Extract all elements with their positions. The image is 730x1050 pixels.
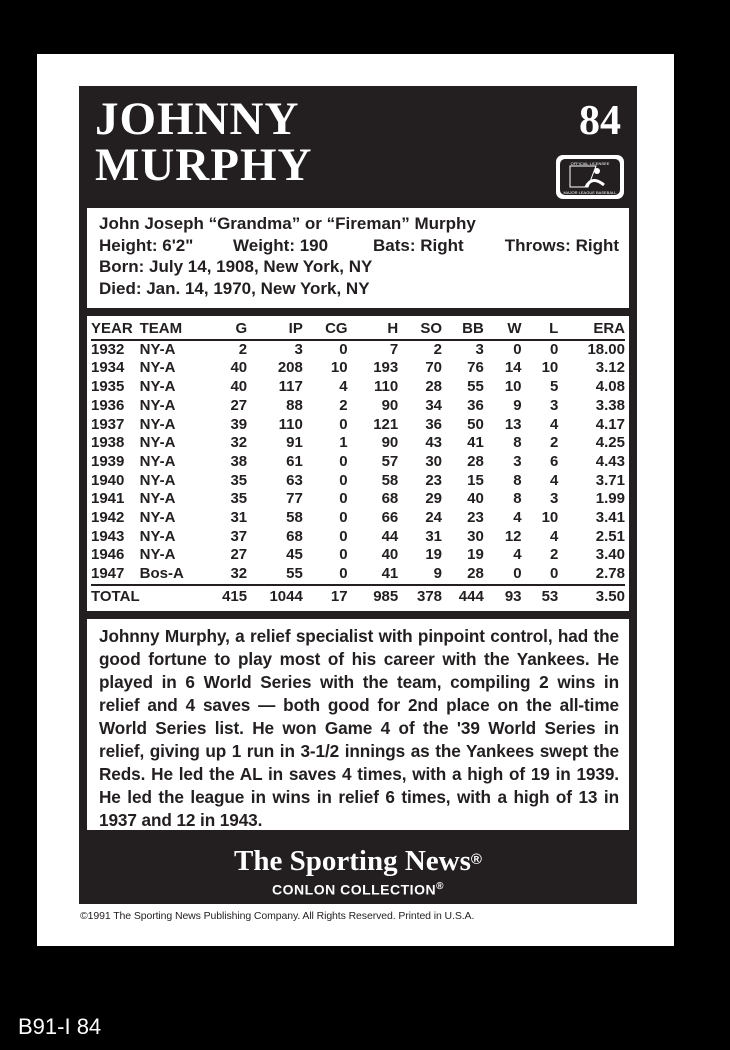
stats-row <box>91 472 625 491</box>
stats-cell: 40 <box>230 359 248 377</box>
stats-cell: 38 <box>230 452 248 470</box>
stats-panel <box>87 316 629 611</box>
weight: Weight: 190 <box>233 235 329 255</box>
stats-row <box>91 509 625 528</box>
stats-row <box>91 546 625 565</box>
stats-cell: 15 <box>467 471 484 489</box>
logo-top-text: OFFICIAL LICENSEE <box>570 161 610 166</box>
stats-cell: 3.40 <box>595 546 625 564</box>
stats-cell: 29 <box>425 490 443 508</box>
stats-col-header: H <box>387 320 399 337</box>
stats-cell: 77 <box>286 490 303 508</box>
stats-cell: 91 <box>286 434 303 452</box>
stats-cell: 2.51 <box>595 527 625 545</box>
stats-cell: 2 <box>238 340 248 358</box>
stats-cell: NY-A <box>139 340 176 358</box>
stats-total-cell: 3.50 <box>595 587 625 605</box>
stats-cell: 4.25 <box>595 434 625 452</box>
stats-cell: 1941 <box>91 490 125 508</box>
stats-total-cell: 53 <box>541 587 559 605</box>
stats-row <box>91 340 625 360</box>
stats-cell: 50 <box>467 415 484 433</box>
collection-name: CONLON COLLECTION <box>272 881 437 898</box>
stats-cell: 4 <box>513 509 522 527</box>
stats-cell: 57 <box>381 452 399 470</box>
throws: Throws: Right <box>504 235 619 255</box>
stats-cell: 35 <box>230 471 248 489</box>
stats-cell: 44 <box>381 527 399 545</box>
stats-cell: 10 <box>541 359 559 377</box>
stats-cell: 0 <box>339 471 348 489</box>
stats-cell: NY-A <box>139 527 176 545</box>
stats-cell: 2 <box>339 396 348 414</box>
stats-cell: Bos-A <box>139 565 184 583</box>
stats-cell: 0 <box>513 565 522 583</box>
stats-cell: 39 <box>230 415 248 433</box>
stats-cell: 121 <box>373 415 399 433</box>
stats-cell: 5 <box>549 378 559 396</box>
stats-cell: 18.00 <box>587 340 625 358</box>
stats-col-header: CG <box>325 320 348 337</box>
stats-total-cell: 17 <box>330 587 348 605</box>
stats-cell: 8 <box>513 434 522 452</box>
stats-cell: 40 <box>381 546 399 564</box>
stats-cell: NY-A <box>139 471 176 489</box>
stats-cell: 32 <box>230 565 248 583</box>
stats-cell: 35 <box>230 490 248 508</box>
stats-col-header: YEAR <box>91 320 133 337</box>
stats-cell: 4.17 <box>595 415 625 433</box>
stats-cell: 4 <box>549 415 559 433</box>
stats-cell: 2 <box>549 434 559 452</box>
stats-cell: 0 <box>549 565 559 583</box>
baseball-card-back <box>37 54 674 946</box>
stats-cell: 66 <box>381 509 399 527</box>
born: Born: July 14, 1908, New York, NY <box>99 257 373 276</box>
stats-cell: 9 <box>513 396 522 414</box>
stats-cell: 43 <box>425 434 443 452</box>
stats-cell: 1936 <box>91 396 125 414</box>
stats-cell: 4 <box>549 471 559 489</box>
stats-cell: 0 <box>339 415 348 433</box>
stats-row <box>91 416 625 435</box>
stats-cell: NY-A <box>139 490 176 508</box>
stats-cell: NY-A <box>139 415 176 433</box>
stats-cell: 3 <box>513 452 522 470</box>
stats-cell: 10 <box>330 359 348 377</box>
stats-cell: 1938 <box>91 434 125 452</box>
stats-cell: 8 <box>513 490 522 508</box>
full-name: John Joseph “Grandma” or “Fireman” Murphy <box>99 214 476 233</box>
stats-cell: 27 <box>230 396 248 414</box>
stats-col-header: TEAM <box>139 320 183 337</box>
stats-cell: 61 <box>286 452 303 470</box>
stats-cell: 31 <box>425 527 443 545</box>
stats-cell: 28 <box>467 565 484 583</box>
stats-cell: 110 <box>278 415 303 433</box>
stats-cell: 2.78 <box>595 565 625 583</box>
stats-cell: NY-A <box>139 378 176 396</box>
stats-cell: 1937 <box>91 415 125 433</box>
physical-row <box>99 235 629 257</box>
stats-cell: 4.43 <box>595 452 625 470</box>
copyright-line: ©1991 The Sporting News Publishing Company. All Rights Reserved. Printed in U.S.A. <box>80 910 475 922</box>
stats-col-header: IP <box>288 320 303 337</box>
stats-cell: NY-A <box>139 396 176 414</box>
stats-cell: 193 <box>373 359 399 377</box>
stats-cell: 70 <box>425 359 443 377</box>
stats-cell: 6 <box>549 452 559 470</box>
logo-bottom-text: MAJOR LEAGUE BASEBALL <box>563 190 617 195</box>
stats-cell: 68 <box>381 490 399 508</box>
stats-row <box>91 565 625 585</box>
stats-cell: 24 <box>425 509 443 527</box>
stats-cell: 40 <box>467 490 484 508</box>
stats-cell: 1934 <box>91 359 125 377</box>
stats-cell: 63 <box>286 471 303 489</box>
stats-cell: 3.41 <box>595 509 625 527</box>
stats-cell: 3 <box>294 340 303 358</box>
stats-cell: 0 <box>339 490 348 508</box>
stats-cell: 58 <box>381 471 399 489</box>
stats-cell: 1.99 <box>595 490 625 508</box>
stats-cell: 28 <box>425 378 443 396</box>
bio-panel <box>87 208 629 308</box>
stats-table <box>91 320 625 608</box>
stats-cell: 0 <box>339 546 348 564</box>
stats-cell: 1939 <box>91 452 125 470</box>
stats-cell: 30 <box>425 452 443 470</box>
stats-row <box>91 397 625 416</box>
stats-cell: 58 <box>286 509 303 527</box>
stats-cell: 37 <box>230 527 248 545</box>
stats-cell: 1935 <box>91 378 125 396</box>
stats-total-cell <box>140 585 206 608</box>
stats-cell: NY-A <box>139 434 176 452</box>
stats-row <box>91 378 625 397</box>
stats-cell: 0 <box>339 509 348 527</box>
stats-cell: 27 <box>230 546 248 564</box>
stats-col-header: G <box>235 320 248 337</box>
stats-cell: 76 <box>467 359 484 377</box>
stats-cell: 88 <box>286 396 303 414</box>
card-number: 84 <box>579 98 621 144</box>
stats-cell: 1932 <box>91 340 125 358</box>
stats-cell: 19 <box>425 546 443 564</box>
stats-cell: 1942 <box>91 509 125 527</box>
stats-cell: 55 <box>467 378 484 396</box>
stats-cell: 208 <box>277 359 303 377</box>
stats-col-header: SO <box>420 320 443 337</box>
card-inner-panel <box>79 86 637 904</box>
stats-total-cell: 378 <box>416 587 443 605</box>
stats-row <box>91 528 625 547</box>
stats-cell: 3 <box>549 396 559 414</box>
stats-cell: 19 <box>467 546 484 564</box>
stats-cell: 117 <box>278 378 303 396</box>
card-code-label: B91-I 84 <box>18 1014 102 1039</box>
stats-cell: 3.71 <box>595 471 625 489</box>
stats-cell: 2 <box>433 340 443 358</box>
stats-cell: 32 <box>230 434 248 452</box>
stats-cell: 40 <box>230 378 248 396</box>
bats: Bats: Right <box>373 235 464 255</box>
stats-col-header: L <box>549 320 559 337</box>
stats-cell: 9 <box>433 565 443 583</box>
stats-cell: 28 <box>467 452 484 470</box>
stats-cell: NY-A <box>139 509 176 527</box>
stats-cell: 68 <box>286 527 303 545</box>
stats-cell: 1 <box>339 434 348 452</box>
stats-cell: 55 <box>286 565 303 583</box>
stats-cell: 14 <box>504 359 522 377</box>
stats-cell: 8 <box>513 471 522 489</box>
stats-cell: 4 <box>549 527 559 545</box>
stats-cell: 4 <box>339 378 348 396</box>
mlb-logo-icon <box>556 155 624 199</box>
stats-cell: 23 <box>467 509 484 527</box>
stats-total-cell: 415 <box>222 587 248 605</box>
stats-cell: 3 <box>475 340 484 358</box>
stats-cell: 4.08 <box>595 378 625 396</box>
stats-cell: 1947 <box>91 565 125 583</box>
conlon-collection <box>79 881 637 898</box>
stats-cell: 1940 <box>91 471 125 489</box>
stats-row <box>91 453 625 472</box>
stats-cell: NY-A <box>139 359 176 377</box>
stats-cell: 31 <box>230 509 248 527</box>
stats-cell: 3.12 <box>595 359 625 377</box>
stats-cell: 0 <box>339 340 348 358</box>
stats-row <box>91 434 625 453</box>
stats-col-header: BB <box>462 320 484 337</box>
stats-total-cell: TOTAL <box>91 587 140 605</box>
stats-cell: 45 <box>286 546 303 564</box>
stats-cell: 10 <box>504 378 522 396</box>
stats-cell: 0 <box>549 340 559 358</box>
stats-col-header: W <box>507 320 522 337</box>
died: Died: Jan. 14, 1970, New York, NY <box>99 278 370 298</box>
stats-cell: 0 <box>339 452 348 470</box>
stats-header-row <box>91 320 625 340</box>
stats-cell: 41 <box>381 565 399 583</box>
stats-cell: 0 <box>339 527 348 545</box>
stats-cell: 90 <box>381 396 399 414</box>
stats-cell: 10 <box>541 509 559 527</box>
stats-col-header: ERA <box>593 320 625 337</box>
stats-body <box>91 340 625 608</box>
stats-cell: 41 <box>467 434 484 452</box>
stats-total-cell: 1044 <box>269 587 303 605</box>
stats-cell: 36 <box>467 396 484 414</box>
stats-cell: 1946 <box>91 546 125 564</box>
stats-total-row <box>91 585 625 608</box>
stats-cell: 36 <box>425 415 443 433</box>
player-name <box>95 93 313 191</box>
stats-cell: 1943 <box>91 527 125 545</box>
stats-cell: 4 <box>513 546 522 564</box>
stats-cell: 3.38 <box>595 396 625 414</box>
sporting-news-logo <box>79 844 637 877</box>
stats-total-cell: 444 <box>458 587 484 605</box>
stats-row <box>91 359 625 378</box>
stats-cell: 34 <box>425 396 443 414</box>
collection-reg: ® <box>436 881 444 892</box>
stats-row <box>91 490 625 509</box>
brand-name: The Sporting News <box>234 845 471 877</box>
stats-cell: 3 <box>549 490 559 508</box>
brand-reg: ® <box>470 851 482 868</box>
player-first-name: JOHNNY <box>95 93 300 145</box>
stats-cell: NY-A <box>139 546 176 564</box>
career-summary: Johnny Murphy, a relief specialist with pinpoint control, had the good fortune to play most of his career with the Yankees. He played in 6 World Series with the team, compiling 2 wins in relief and 4 saves — both good for 2nd place on the all-time World Series list. He won Game 4 of the '39 World Series in relief, giving up 1 run in 3-1/2 innings as the Yankees swept the Reds. He led the AL in saves 4 times, with a high of 19 in 1939. He led the league in wins in relief 6 times, with a high of 13 in 1937 and 12 in 1943. <box>87 619 629 830</box>
stats-total-cell: 93 <box>504 587 522 605</box>
stats-cell: 110 <box>374 378 399 396</box>
player-last-name: MURPHY <box>95 139 313 191</box>
stats-cell: 0 <box>339 565 348 583</box>
stats-cell: NY-A <box>139 452 176 470</box>
stats-cell: 30 <box>467 527 484 545</box>
height: Height: 6'2" <box>99 235 194 255</box>
stats-cell: 7 <box>389 340 399 358</box>
stats-cell: 90 <box>381 434 399 452</box>
stats-cell: 13 <box>504 415 522 433</box>
stats-total-cell: 985 <box>373 587 399 605</box>
stats-cell: 2 <box>549 546 559 564</box>
stats-cell: 12 <box>504 527 522 545</box>
stats-cell: 23 <box>425 471 443 489</box>
stats-cell: 0 <box>513 340 522 358</box>
